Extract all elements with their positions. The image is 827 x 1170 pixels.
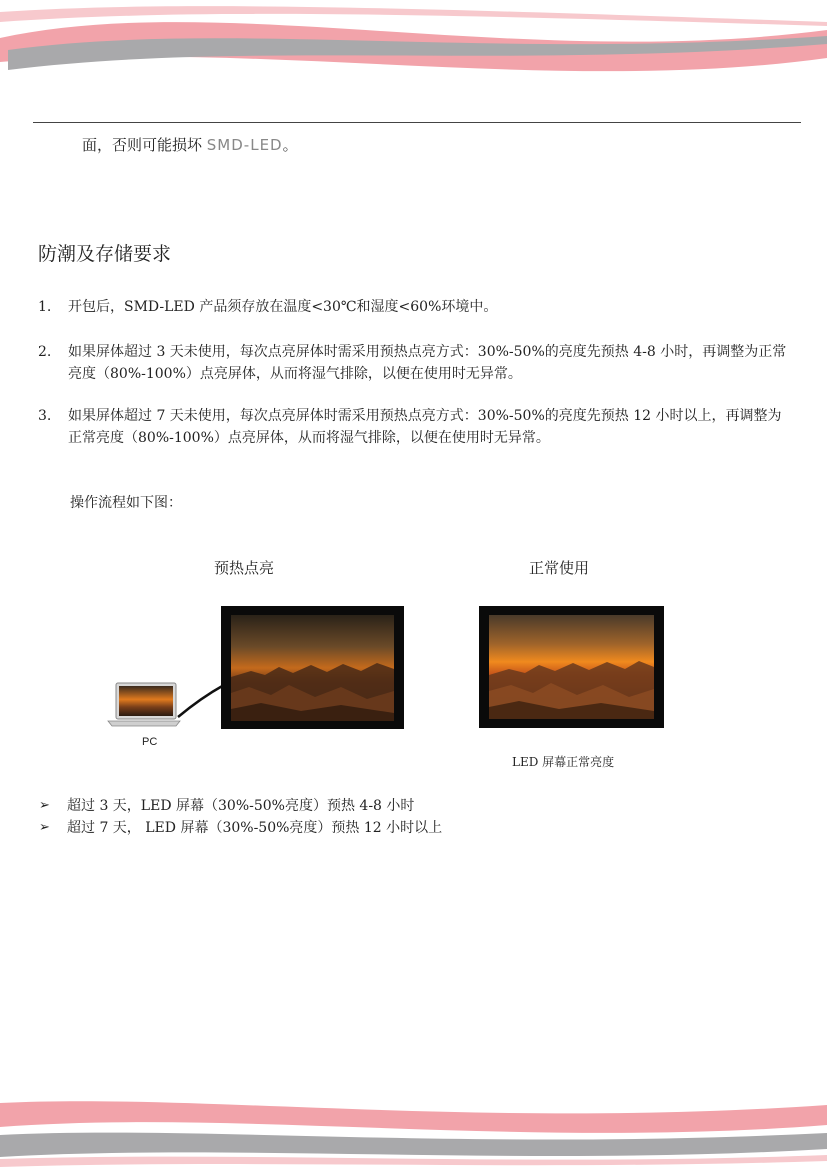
screen-landscape-image [489, 615, 654, 719]
header-rule [33, 122, 801, 123]
preheat-screen [221, 606, 404, 729]
bullet-item: 超过 3 天，LED 屏幕（30%-50%亮度）预热 4-8 小时 [67, 798, 415, 814]
footer-swoosh-decoration [0, 1085, 827, 1170]
pc-label: PC [142, 736, 158, 748]
continuation-prefix: 面，否则可能损坏 [82, 136, 207, 154]
list-item: 开包后，SMD-LED 产品须存放在温度<30℃和湿度<60%环境中。 [68, 299, 498, 315]
item-number: 3. [38, 408, 52, 424]
section-title: 防潮及存储要求 [38, 243, 172, 265]
item-number: 2. [38, 344, 52, 360]
list-item: 如果屏体超过 3 天未使用，每次点亮屏体时需采用预热点亮方式：30%-50%的亮度先预热 4-8 小时，再调整为正常亮度（80%-100%）点亮屏体，从而将湿气排除，以便在使用时无异常。 [68, 344, 787, 382]
laptop-icon [106, 681, 182, 727]
list-item: 如果屏体超过 7 天未使用，每次点亮屏体时需采用预热点亮方式：30%-50%的亮度先预热 12 小时以上，再调整为正常亮度（80%-100%）点亮屏体，从而将湿气排除，以便在使用时无异常。 [68, 408, 782, 446]
normal-use-screen [479, 606, 664, 728]
item-number: 1. [38, 299, 52, 315]
cable-icon [176, 655, 226, 720]
continuation-suffix: 。 [282, 136, 298, 154]
normal-use-label: 正常使用 [529, 559, 590, 577]
continuation-product: SMD-LED [206, 136, 283, 154]
arrow-bullet-icon: ➢ [39, 798, 50, 813]
continuation-text [82, 135, 298, 155]
screen-landscape-image [231, 615, 394, 721]
led-screen-label: LED 屏幕正常亮度 [512, 755, 615, 769]
header-swoosh-decoration [0, 0, 827, 90]
flow-label: 操作流程如下图： [70, 495, 182, 511]
bullet-item: 超过 7 天， LED 屏幕（30%-50%亮度）预热 12 小时以上 [67, 820, 443, 836]
arrow-bullet-icon: ➢ [39, 820, 50, 835]
preheat-label: 预热点亮 [214, 559, 275, 577]
